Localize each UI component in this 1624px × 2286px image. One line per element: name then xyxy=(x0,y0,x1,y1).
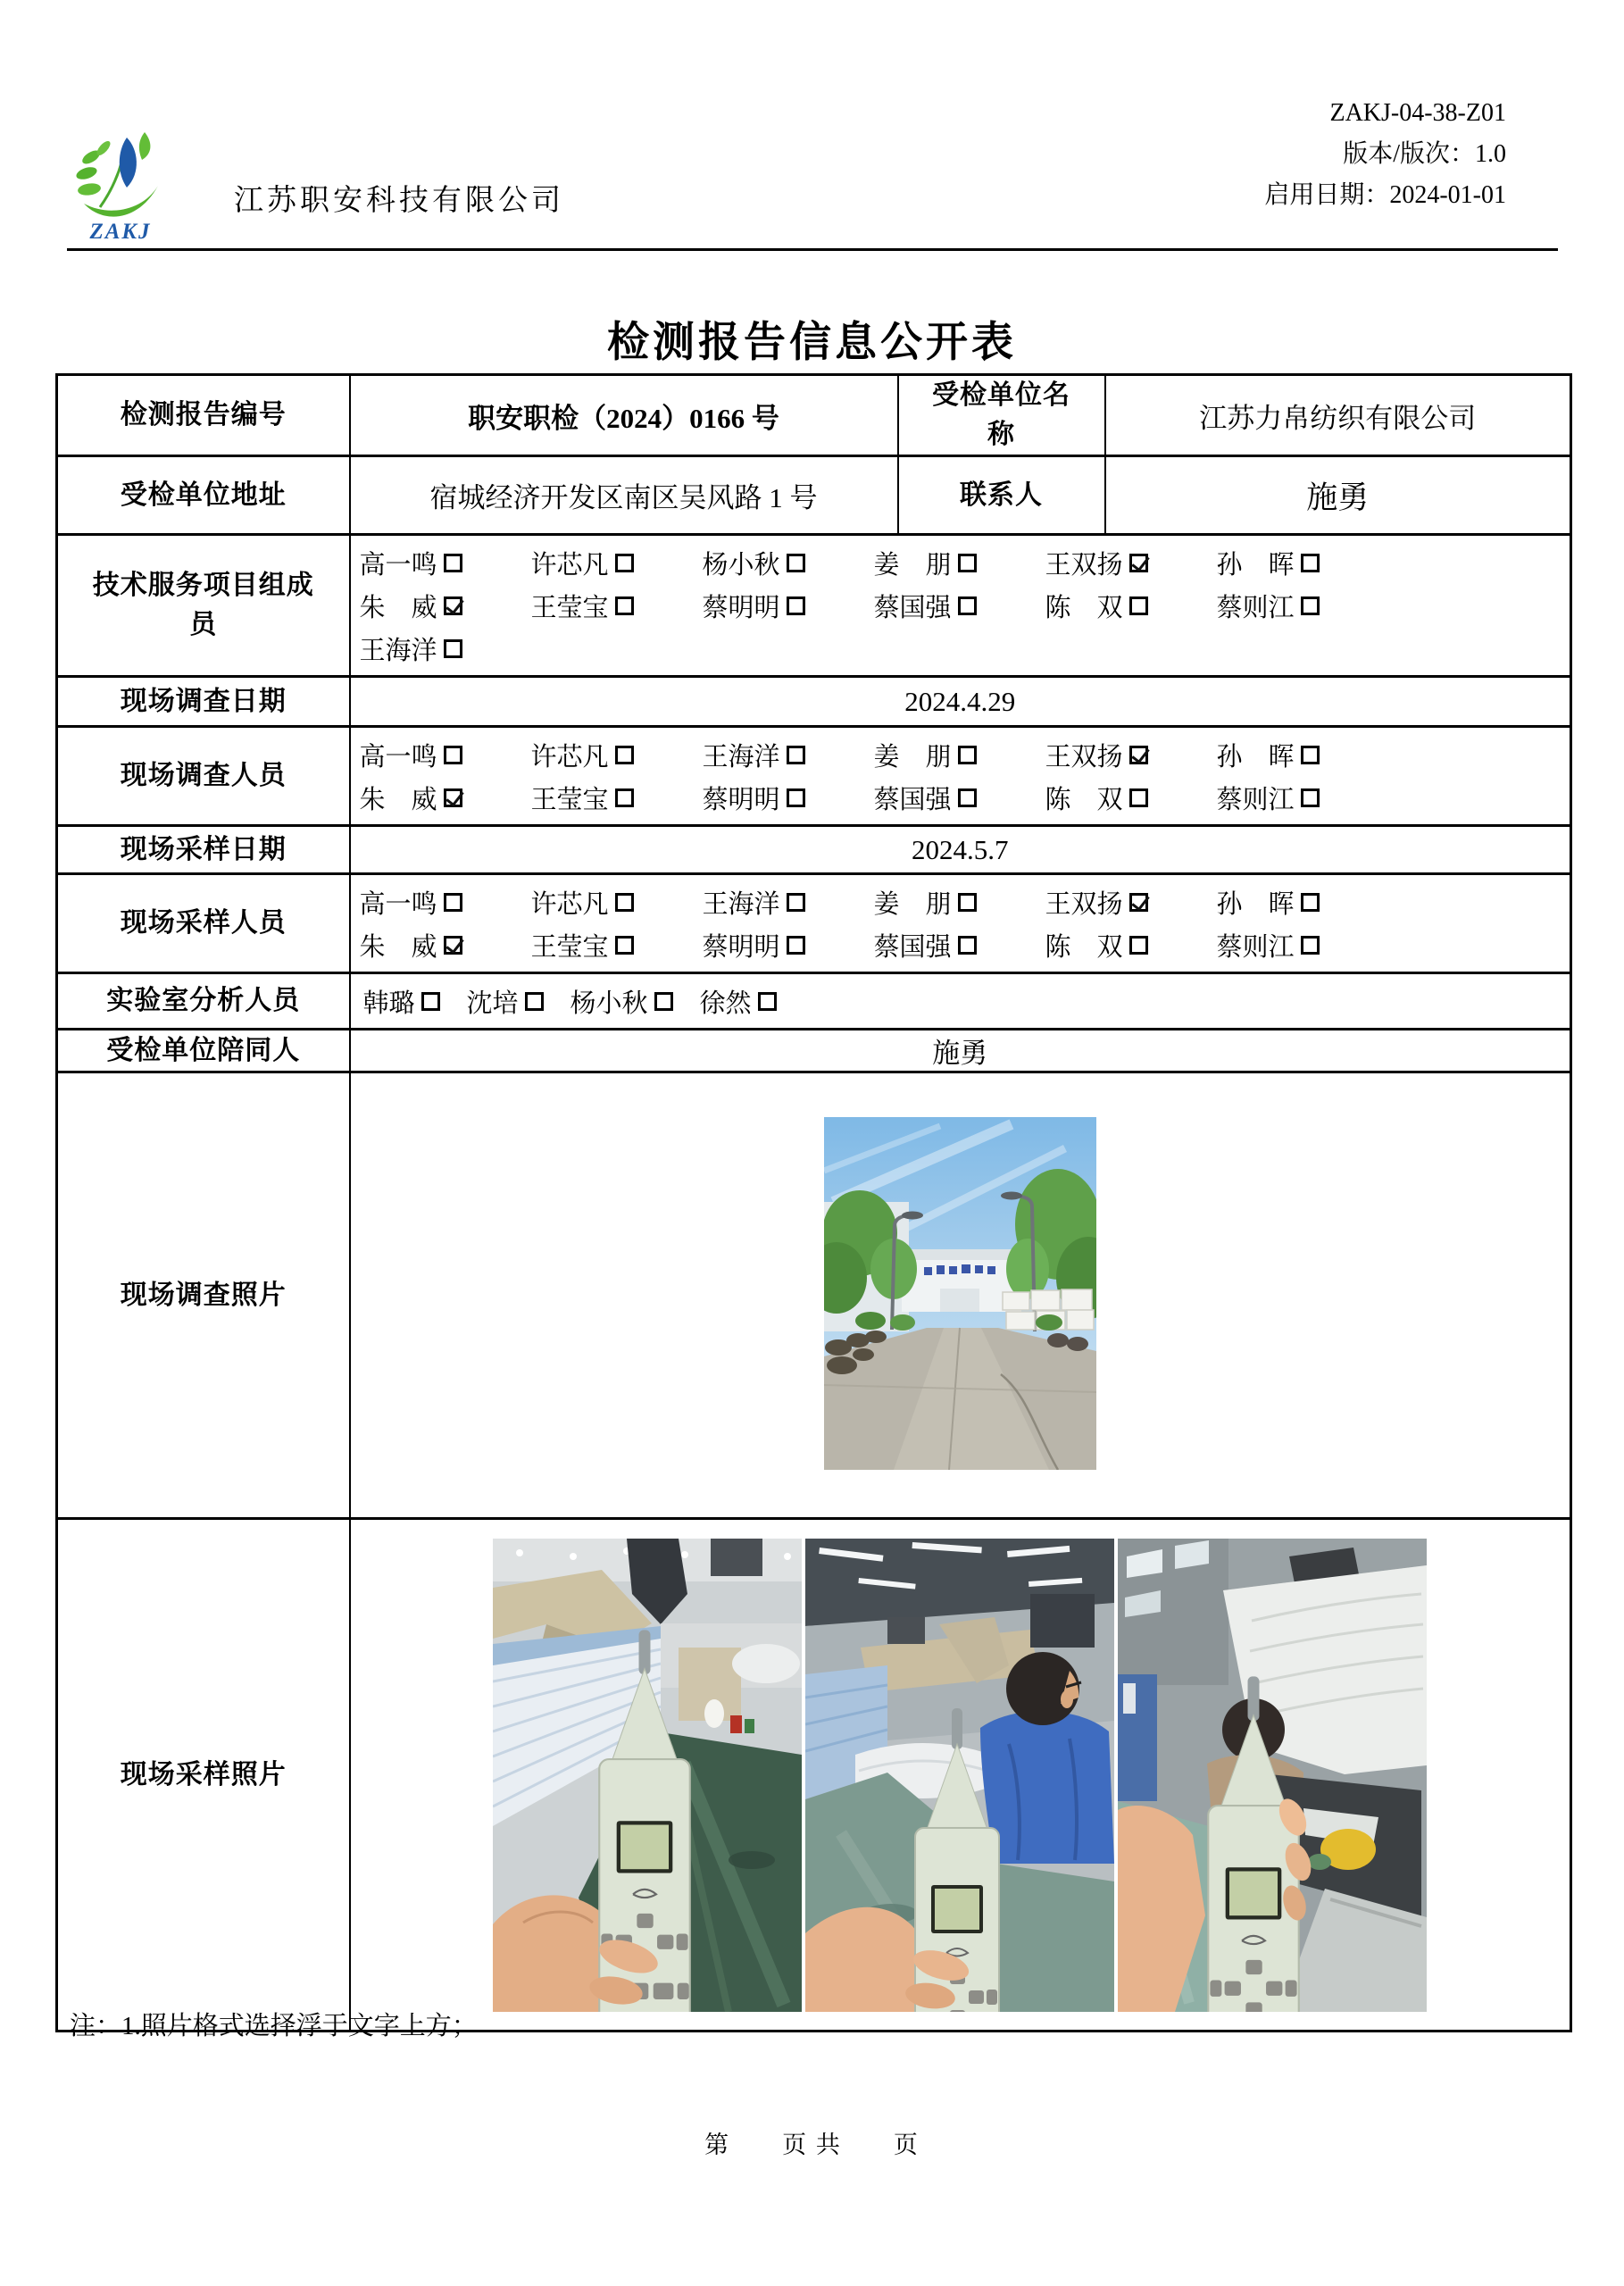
contact-label: 联系人 xyxy=(898,456,1105,535)
person-name: 朱 威 xyxy=(359,593,437,622)
company-logo-icon xyxy=(70,125,170,218)
row-lab-people xyxy=(57,973,1571,1030)
checkbox-icon xyxy=(787,936,805,955)
person-name: 徐然 xyxy=(699,989,752,1018)
person-name: 蔡则江 xyxy=(1216,785,1295,814)
doc-code: ZAKJ-04-38-Z01 xyxy=(1329,99,1506,127)
row-survey-date xyxy=(57,677,1571,727)
unit-name-value: 江苏力帛纺织有限公司 xyxy=(1105,375,1571,456)
checkbox-icon xyxy=(787,788,805,807)
row-survey-people xyxy=(57,727,1571,826)
lab-people-label: 实验室分析人员 xyxy=(57,973,350,1030)
person-name: 陈 双 xyxy=(1045,593,1123,622)
member-item xyxy=(700,983,777,1020)
person-name: 王双扬 xyxy=(1045,550,1123,580)
doc-version: 版本/版次：1.0 xyxy=(1343,140,1506,168)
member-item xyxy=(703,737,874,773)
row-report-no xyxy=(57,375,1571,456)
checkbox-icon xyxy=(787,746,805,764)
person-name: 朱 威 xyxy=(359,932,437,962)
member-item xyxy=(531,780,703,816)
checkbox-icon xyxy=(525,992,544,1011)
survey-people-label: 现场调查人员 xyxy=(57,727,350,826)
sampling-date-value: 2024.5.7 xyxy=(350,826,1571,874)
member-item xyxy=(1045,737,1217,773)
checkbox-icon xyxy=(758,992,777,1011)
member-item xyxy=(874,588,1045,624)
checkbox-icon xyxy=(444,893,462,912)
checkbox-icon xyxy=(444,639,462,658)
checkbox-icon xyxy=(615,554,634,572)
person-name: 姜 朋 xyxy=(873,742,952,772)
checkbox-icon xyxy=(787,893,805,912)
member-item xyxy=(360,588,531,624)
row-sampling-date xyxy=(57,826,1571,874)
member-item xyxy=(1045,545,1217,581)
person-name: 王双扬 xyxy=(1045,742,1123,772)
member-item xyxy=(1217,927,1388,964)
checkbox-icon xyxy=(1301,597,1320,615)
sampling-people-label: 现场采样人员 xyxy=(57,874,350,973)
checkbox-icon xyxy=(444,936,462,955)
logo-caption: ZAKJ xyxy=(89,220,152,244)
member-item xyxy=(1045,588,1217,624)
unit-address-label: 受检单位地址 xyxy=(57,456,350,535)
factory-entrance-photo xyxy=(824,1117,1096,1470)
contact-value: 施勇 xyxy=(1105,456,1571,535)
person-name: 蔡明明 xyxy=(702,593,780,622)
person-name: 许芯凡 xyxy=(530,550,609,580)
checkbox-icon xyxy=(654,992,673,1011)
member-item xyxy=(360,927,531,964)
person-name: 朱 威 xyxy=(359,785,437,814)
sampling-photo-3 xyxy=(1118,1539,1427,2012)
member-item xyxy=(531,545,703,581)
checkbox-icon xyxy=(615,936,634,955)
person-name: 陈 双 xyxy=(1045,785,1123,814)
person-name: 蔡国强 xyxy=(873,593,952,622)
person-name: 王海洋 xyxy=(702,742,780,772)
person-name: 蔡明明 xyxy=(702,785,780,814)
checkbox-icon xyxy=(615,893,634,912)
checkbox-icon xyxy=(1129,788,1148,807)
member-item xyxy=(703,588,874,624)
member-item xyxy=(874,927,1045,964)
member-item xyxy=(570,983,673,1020)
unit-address-value: 宿城经济开发区南区吴风路 1 号 xyxy=(350,456,898,535)
sampling-photo-label: 现场采样照片 xyxy=(57,1519,350,2032)
checkbox-icon xyxy=(615,788,634,807)
sampling-people-members xyxy=(350,874,1571,973)
checkbox-icon xyxy=(615,597,634,615)
person-name: 王双扬 xyxy=(1045,889,1123,919)
team-members xyxy=(350,535,1571,677)
page-number-line: 第 页 共 页 xyxy=(704,2132,920,2158)
checkbox-icon xyxy=(958,554,977,572)
person-name: 孙 晖 xyxy=(1216,550,1295,580)
checkbox-icon xyxy=(787,554,805,572)
sampling-photo-2 xyxy=(805,1539,1114,2012)
checkbox-icon xyxy=(1129,746,1148,764)
member-item xyxy=(874,884,1045,921)
member-item xyxy=(1045,884,1217,921)
checkbox-icon xyxy=(444,788,462,807)
checkbox-icon xyxy=(421,992,440,1011)
member-item xyxy=(1045,780,1217,816)
person-name: 蔡则江 xyxy=(1216,932,1295,962)
checkbox-icon xyxy=(1301,554,1320,572)
member-item xyxy=(703,545,874,581)
member-item xyxy=(531,588,703,624)
checkbox-icon xyxy=(444,554,462,572)
member-item xyxy=(467,983,544,1020)
info-table xyxy=(55,373,1572,2032)
person-name: 高一鸣 xyxy=(359,889,437,919)
checkbox-icon xyxy=(1129,936,1148,955)
row-unit-address xyxy=(57,456,1571,535)
member-item xyxy=(363,983,440,1020)
person-name: 高一鸣 xyxy=(359,550,437,580)
person-name: 王海洋 xyxy=(702,889,780,919)
member-item xyxy=(1217,884,1388,921)
member-item xyxy=(360,545,531,581)
member-item xyxy=(874,545,1045,581)
checkbox-icon xyxy=(1129,554,1148,572)
checkbox-icon xyxy=(1301,936,1320,955)
person-name: 高一鸣 xyxy=(359,742,437,772)
checkbox-icon xyxy=(1301,788,1320,807)
checkbox-icon xyxy=(958,746,977,764)
sampling-photo-strip xyxy=(351,1539,1570,2012)
checkbox-icon xyxy=(1129,597,1148,615)
lab-people-members xyxy=(350,973,1571,1030)
member-item xyxy=(360,737,531,773)
person-name: 孙 晖 xyxy=(1216,742,1295,772)
person-name: 许芯凡 xyxy=(530,742,609,772)
person-name: 蔡明明 xyxy=(702,932,780,962)
person-name: 姜 朋 xyxy=(873,889,952,919)
sampling-photo-cell xyxy=(350,1519,1571,2032)
person-name: 姜 朋 xyxy=(873,550,952,580)
person-name: 王莹宝 xyxy=(530,785,609,814)
person-name: 王海洋 xyxy=(359,636,437,665)
page-title: 检测报告信息公开表 xyxy=(607,320,1017,366)
person-name: 沈培 xyxy=(466,989,519,1018)
member-item xyxy=(531,884,703,921)
person-name: 韩璐 xyxy=(362,989,415,1018)
member-item xyxy=(531,927,703,964)
escort-value: 施勇 xyxy=(350,1030,1571,1072)
checkbox-icon xyxy=(1301,746,1320,764)
checkbox-icon xyxy=(787,597,805,615)
person-name: 杨小秋 xyxy=(570,989,648,1018)
checkbox-icon xyxy=(958,936,977,955)
person-name: 王莹宝 xyxy=(530,932,609,962)
member-item xyxy=(874,737,1045,773)
person-name: 蔡国强 xyxy=(873,785,952,814)
checkbox-icon xyxy=(615,746,634,764)
member-item xyxy=(703,884,874,921)
member-item xyxy=(703,780,874,816)
row-sampling-photo xyxy=(57,1519,1571,2032)
checkbox-icon xyxy=(958,893,977,912)
unit-name-label: 受检单位名称 xyxy=(898,375,1105,456)
checkbox-icon xyxy=(958,597,977,615)
checkbox-icon xyxy=(444,746,462,764)
person-name: 蔡国强 xyxy=(873,932,952,962)
row-team xyxy=(57,535,1571,677)
team-label: 技术服务项目组成员 xyxy=(57,535,350,677)
member-item xyxy=(1217,737,1388,773)
checkbox-icon xyxy=(958,788,977,807)
member-item xyxy=(1217,545,1388,581)
member-item xyxy=(360,630,531,667)
company-name: 江苏职安科技有限公司 xyxy=(234,185,564,217)
survey-photo-label: 现场调查照片 xyxy=(57,1072,350,1519)
row-survey-photo xyxy=(57,1072,1571,1519)
member-item xyxy=(360,780,531,816)
report-no-label: 检测报告编号 xyxy=(57,375,350,456)
person-name: 王莹宝 xyxy=(530,593,609,622)
checkbox-icon xyxy=(1301,893,1320,912)
person-name: 杨小秋 xyxy=(702,550,780,580)
survey-photo-cell xyxy=(350,1072,1571,1519)
checkbox-icon xyxy=(1129,893,1148,912)
member-item xyxy=(360,884,531,921)
sampling-photo-1 xyxy=(493,1539,802,2012)
person-name: 孙 晖 xyxy=(1216,889,1295,919)
checkbox-icon xyxy=(444,597,462,615)
escort-label: 受检单位陪同人 xyxy=(57,1030,350,1072)
member-item xyxy=(703,927,874,964)
person-name: 蔡则江 xyxy=(1216,593,1295,622)
member-item xyxy=(874,780,1045,816)
survey-date-label: 现场调查日期 xyxy=(57,677,350,727)
survey-people-members xyxy=(350,727,1571,826)
header-rule xyxy=(67,248,1558,251)
doc-enable-date: 启用日期：2024-01-01 xyxy=(1264,181,1506,209)
member-item xyxy=(1217,588,1388,624)
row-sampling-people xyxy=(57,874,1571,973)
person-name: 许芯凡 xyxy=(530,889,609,919)
person-name: 陈 双 xyxy=(1045,932,1123,962)
member-item xyxy=(1217,780,1388,816)
member-item xyxy=(1045,927,1217,964)
document-meta xyxy=(1264,93,1506,216)
photo-format-note: 注：1.照片格式选择浮于文字上方； xyxy=(70,2012,478,2040)
member-item xyxy=(531,737,703,773)
row-escort xyxy=(57,1030,1571,1072)
sampling-date-label: 现场采样日期 xyxy=(57,826,350,874)
survey-date-value: 2024.4.29 xyxy=(350,677,1571,727)
report-no-value: 职安职检（2024）0166 号 xyxy=(350,375,898,456)
